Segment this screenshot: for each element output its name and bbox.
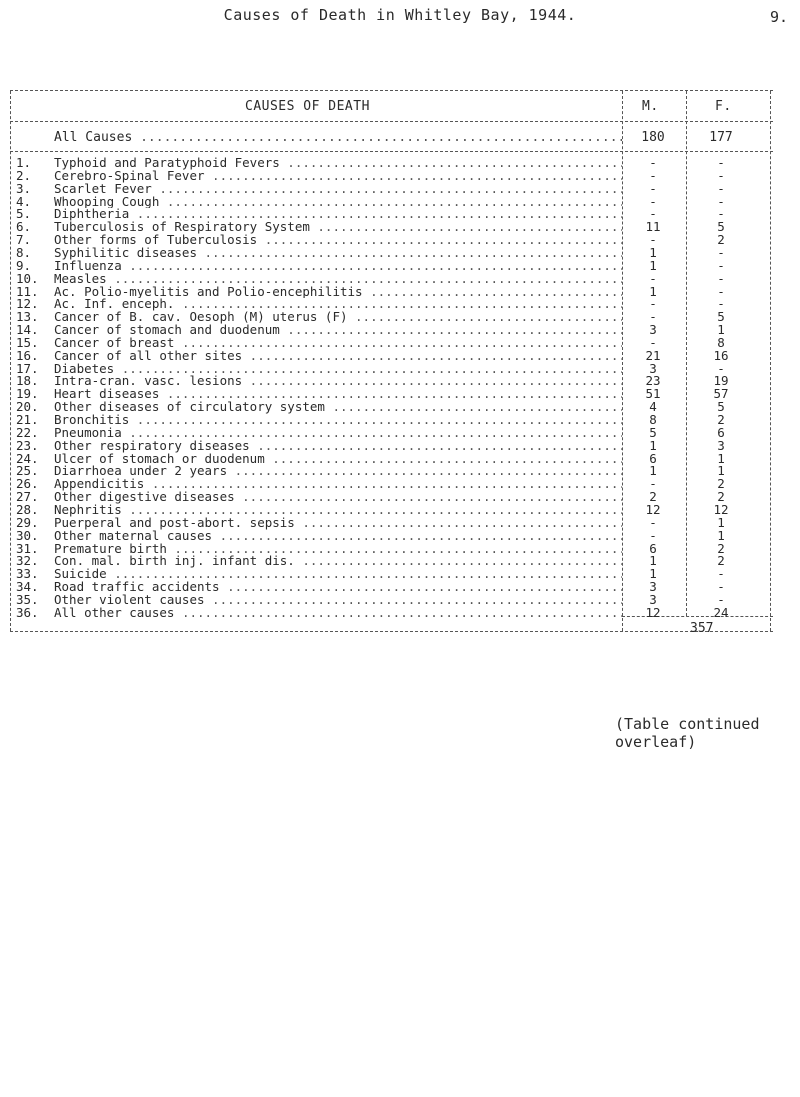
male-count: - — [649, 476, 657, 492]
male-count: 5 — [649, 424, 657, 440]
cause-name: Measles ..... — [54, 273, 622, 286]
cause-name: Bronchitis ..... — [54, 414, 622, 427]
header-causes: CAUSES OF DEATH — [245, 99, 370, 114]
table-row — [10, 501, 773, 517]
table-row — [10, 568, 773, 581]
all-causes-label: All Causes ..... — [54, 129, 622, 147]
table-row — [10, 540, 773, 556]
table-row — [10, 527, 773, 543]
female-count: 2 — [717, 553, 725, 569]
female-count: - — [717, 296, 725, 312]
row-number: 3. — [16, 180, 32, 196]
row-number: 32. — [16, 553, 39, 569]
table-row — [10, 311, 773, 324]
table-row — [10, 193, 773, 209]
female-count: 1 — [717, 527, 725, 543]
cause-name: Other digestive diseases ..... — [54, 491, 622, 504]
row-number: 18. — [16, 373, 39, 389]
row-number: 7. — [16, 232, 32, 248]
row-number: 25. — [16, 463, 39, 479]
female-count: - — [717, 193, 725, 209]
row-number: 12. — [16, 296, 39, 312]
cause-name: Ulcer of stomach or duodenum ..... — [54, 453, 622, 466]
row-number: 9. — [16, 257, 32, 273]
cause-name: Pneumonia ..... — [54, 427, 622, 440]
header-female: F. — [715, 99, 732, 114]
cause-name: Suicide ..... — [54, 568, 622, 581]
row-number: 29. — [16, 514, 39, 530]
causes-of-death-table — [10, 90, 773, 636]
male-count: 3 — [649, 579, 657, 595]
cause-name: Appendicitis ..... — [54, 478, 622, 491]
cause-name: Diarrhoea under 2 years ..... — [54, 465, 622, 478]
row-number: 4. — [16, 193, 32, 209]
cause-name: Other forms of Tuberculosis ..... — [54, 234, 622, 247]
table-row — [10, 581, 773, 594]
table-row — [10, 478, 773, 491]
page-number: 9. — [770, 8, 789, 26]
cause-name: Cancer of breast ..... — [54, 337, 622, 350]
male-count: 1 — [649, 553, 657, 569]
female-count: - — [717, 566, 725, 582]
male-count: - — [649, 180, 657, 196]
cause-name: Ac. Polio-myelitis and Polio-encephilitis ..... — [54, 286, 622, 299]
female-count: 2 — [717, 540, 725, 556]
female-count: 24 — [713, 604, 729, 620]
female-count: - — [717, 167, 725, 183]
table-row — [10, 221, 773, 234]
male-count: - — [649, 334, 657, 350]
cause-name: Scarlet Fever ..... — [54, 183, 622, 196]
table-row — [10, 604, 773, 620]
female-count: 1 — [717, 450, 725, 466]
row-number: 34. — [16, 579, 39, 595]
female-count: - — [717, 579, 725, 595]
male-count: 21 — [645, 347, 661, 363]
row-number: 21. — [16, 412, 39, 427]
cause-name: Road traffic accidents ..... — [54, 581, 622, 594]
cause-name: Syphilitic diseases ..... — [54, 247, 622, 260]
male-count: - — [649, 527, 657, 543]
header-rule — [10, 121, 773, 122]
cause-name: Premature birth ..... — [54, 543, 622, 556]
table-row — [10, 157, 773, 170]
grand-total: 357 — [690, 621, 714, 636]
cause-name: Cerebro-Spinal Fever ..... — [54, 170, 622, 183]
table-row — [10, 347, 773, 363]
row-number: 13. — [16, 309, 39, 325]
row-number: 6. — [16, 219, 32, 235]
cause-name: Tuberculosis of Respiratory System ..... — [54, 221, 622, 234]
row-number: 22. — [16, 424, 39, 440]
table-row — [10, 324, 773, 337]
cause-name: Cancer of stomach and duodenum ..... — [54, 324, 622, 337]
female-count: - — [717, 244, 725, 260]
male-count: 51 — [645, 386, 661, 402]
male-count: 1 — [649, 463, 657, 479]
male-count: 3 — [649, 591, 657, 607]
female-count: 8 — [717, 334, 725, 350]
bottom-rule — [10, 631, 773, 632]
male-count: 8 — [649, 412, 657, 427]
all-causes-female: 177 — [709, 130, 733, 145]
cause-name: Diphtheria ..... — [54, 208, 622, 221]
row-number: 19. — [16, 386, 39, 402]
cause-name: Other violent causes ..... — [54, 594, 622, 607]
female-count: - — [717, 155, 725, 170]
cause-name: Nephritis ..... — [54, 504, 622, 517]
male-count: - — [649, 309, 657, 325]
male-count: - — [649, 155, 657, 170]
male-count: 6 — [649, 450, 657, 466]
table-row — [10, 465, 773, 478]
row-number: 36. — [16, 604, 39, 620]
table-row — [10, 388, 773, 401]
table-row — [10, 257, 773, 273]
male-count: 1 — [649, 244, 657, 260]
table-row — [10, 298, 773, 311]
row-number: 20. — [16, 399, 39, 415]
table-row — [10, 283, 773, 299]
male-count: 1 — [649, 437, 657, 453]
row-number: 31. — [16, 540, 39, 556]
female-count: 12 — [713, 501, 729, 517]
female-count: - — [717, 360, 725, 376]
all-causes-rule — [10, 151, 773, 152]
table-row — [10, 424, 773, 440]
row-number: 14. — [16, 322, 39, 338]
female-count: 19 — [713, 373, 729, 389]
table-row — [10, 270, 773, 286]
female-count: 57 — [713, 386, 729, 402]
female-count: 5 — [717, 399, 725, 415]
female-count: 5 — [717, 219, 725, 235]
cause-name: Typhoid and Paratyphoid Fevers ..... — [54, 157, 622, 170]
row-number: 11. — [16, 283, 39, 299]
male-count: - — [649, 232, 657, 248]
female-count: 2 — [717, 412, 725, 427]
header-male: M. — [642, 99, 659, 114]
row-number: 17. — [16, 360, 39, 376]
table-row — [10, 401, 773, 414]
female-count: - — [717, 270, 725, 286]
female-count: - — [717, 257, 725, 273]
female-count: - — [717, 283, 725, 299]
row-number: 2. — [16, 167, 32, 183]
cause-name: Ac. Inf. enceph. ..... — [54, 298, 622, 311]
cause-name: Other diseases of circulatory system ..... — [54, 401, 622, 414]
male-count: 23 — [645, 373, 661, 389]
female-count: 1 — [717, 463, 725, 479]
cause-name: Intra-cran. vasc. lesions ..... — [54, 375, 622, 388]
row-number: 26. — [16, 476, 39, 492]
male-count: 12 — [645, 501, 661, 517]
table-row — [10, 514, 773, 530]
cause-name: Influenza ..... — [54, 260, 622, 273]
cause-name: Puerperal and post-abort. sepsis ..... — [54, 517, 622, 530]
female-count: 5 — [717, 309, 725, 325]
cause-name: All other causes ..... — [54, 607, 622, 620]
row-number: 35. — [16, 591, 39, 607]
female-count: 1 — [717, 514, 725, 530]
male-count: 3 — [649, 322, 657, 338]
female-count: 2 — [717, 489, 725, 505]
cause-name: Con. mal. birth inj. infant dis. ..... — [54, 555, 622, 568]
row-number: 27. — [16, 489, 39, 505]
female-count: 6 — [717, 424, 725, 440]
row-number: 28. — [16, 501, 39, 517]
table-row — [10, 555, 773, 568]
female-count: 2 — [717, 232, 725, 248]
male-count: 1 — [649, 283, 657, 299]
male-count: - — [649, 206, 657, 222]
male-count: 1 — [649, 566, 657, 582]
row-number: 33. — [16, 566, 39, 582]
continued-note: (Table continued overleaf) — [615, 715, 760, 751]
table-row — [10, 450, 773, 466]
row-number: 10. — [16, 270, 39, 286]
male-count: - — [649, 514, 657, 530]
female-count: - — [717, 180, 725, 196]
row-number: 30. — [16, 527, 39, 543]
male-count: - — [649, 296, 657, 312]
male-count: 1 — [649, 257, 657, 273]
cause-name: Heart diseases ..... — [54, 388, 622, 401]
table-row — [10, 167, 773, 183]
male-count: 2 — [649, 489, 657, 505]
row-number: 16. — [16, 347, 39, 363]
female-count: 2 — [717, 476, 725, 492]
row-number: 5. — [16, 206, 32, 222]
cause-name: Other respiratory diseases ..... — [54, 440, 622, 453]
table-row — [10, 244, 773, 260]
all-causes-male: 180 — [641, 130, 665, 145]
row-number: 8. — [16, 244, 32, 260]
male-count: - — [649, 193, 657, 209]
cause-name: Whooping Cough ..... — [54, 196, 622, 209]
female-count: - — [717, 591, 725, 607]
cause-name: Diabetes ..... — [54, 363, 622, 376]
row-number: 24. — [16, 450, 39, 466]
row-number: 1. — [16, 155, 32, 170]
female-count: 3 — [717, 437, 725, 453]
male-count: 4 — [649, 399, 657, 415]
cause-name: Cancer of B. cav. Oesoph (M) uterus (F) ..... — [54, 311, 622, 324]
male-count: - — [649, 167, 657, 183]
row-number: 23. — [16, 437, 39, 453]
cause-name: Cancer of all other sites ..... — [54, 350, 622, 363]
male-count: 12 — [645, 604, 661, 620]
table-row — [10, 437, 773, 453]
female-count: - — [717, 206, 725, 222]
female-count: 1 — [717, 322, 725, 338]
table-row — [10, 180, 773, 196]
page-title: Causes of Death in Whitley Bay, 1944. — [223, 6, 577, 24]
row-number: 15. — [16, 334, 39, 350]
male-count: 3 — [649, 360, 657, 376]
male-count: - — [649, 270, 657, 286]
table-row — [10, 234, 773, 247]
cause-name: Other maternal causes ..... — [54, 530, 622, 543]
male-count: 11 — [645, 219, 661, 235]
male-count: 6 — [649, 540, 657, 556]
female-count: 16 — [713, 347, 729, 363]
table-row — [10, 414, 773, 427]
